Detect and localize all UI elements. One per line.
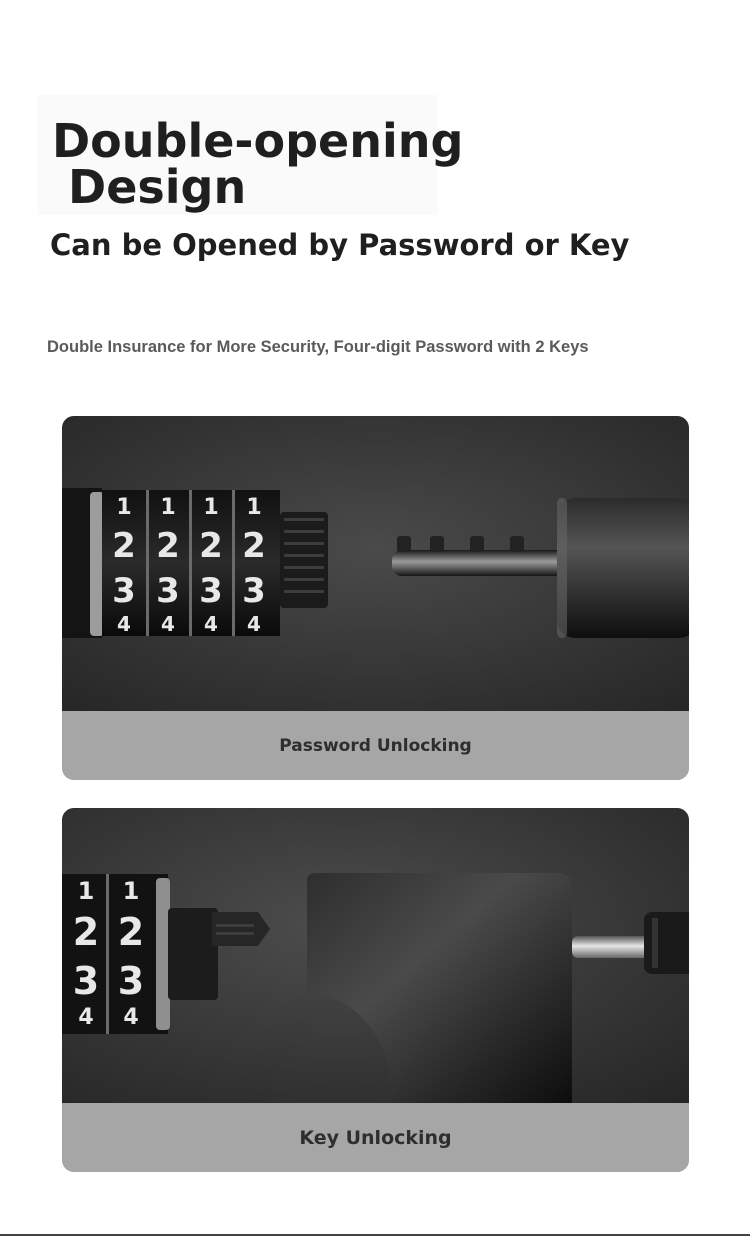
dial-column-4: 1 2 3 4 [242,495,266,636]
bottom-divider [0,1234,750,1236]
tagline: Double Insurance for More Security, Four-digit Password with 2 Keys [47,338,589,356]
card-caption: Password Unlocking [279,735,472,756]
card-caption: Key Unlocking [299,1126,452,1149]
dial-column-3: 1 2 3 4 [199,495,223,636]
caption-bar [62,711,689,780]
page-subtitle: Can be Opened by Password or Key [50,228,630,262]
dial-column-2: 1 2 3 4 [156,495,180,636]
caption-bar [62,1103,689,1172]
dial-column-1: 1 2 3 4 [112,495,136,636]
password-unlocking-card [62,416,689,780]
key-lock-photo [62,808,689,1103]
page-title: Double-opening Design [52,114,464,214]
dial-column-2: 1 2 3 4 [117,877,145,1030]
dial-column-1: 1 2 3 4 [72,877,100,1030]
key-unlocking-card [62,808,689,1172]
password-lock-photo [62,416,689,711]
